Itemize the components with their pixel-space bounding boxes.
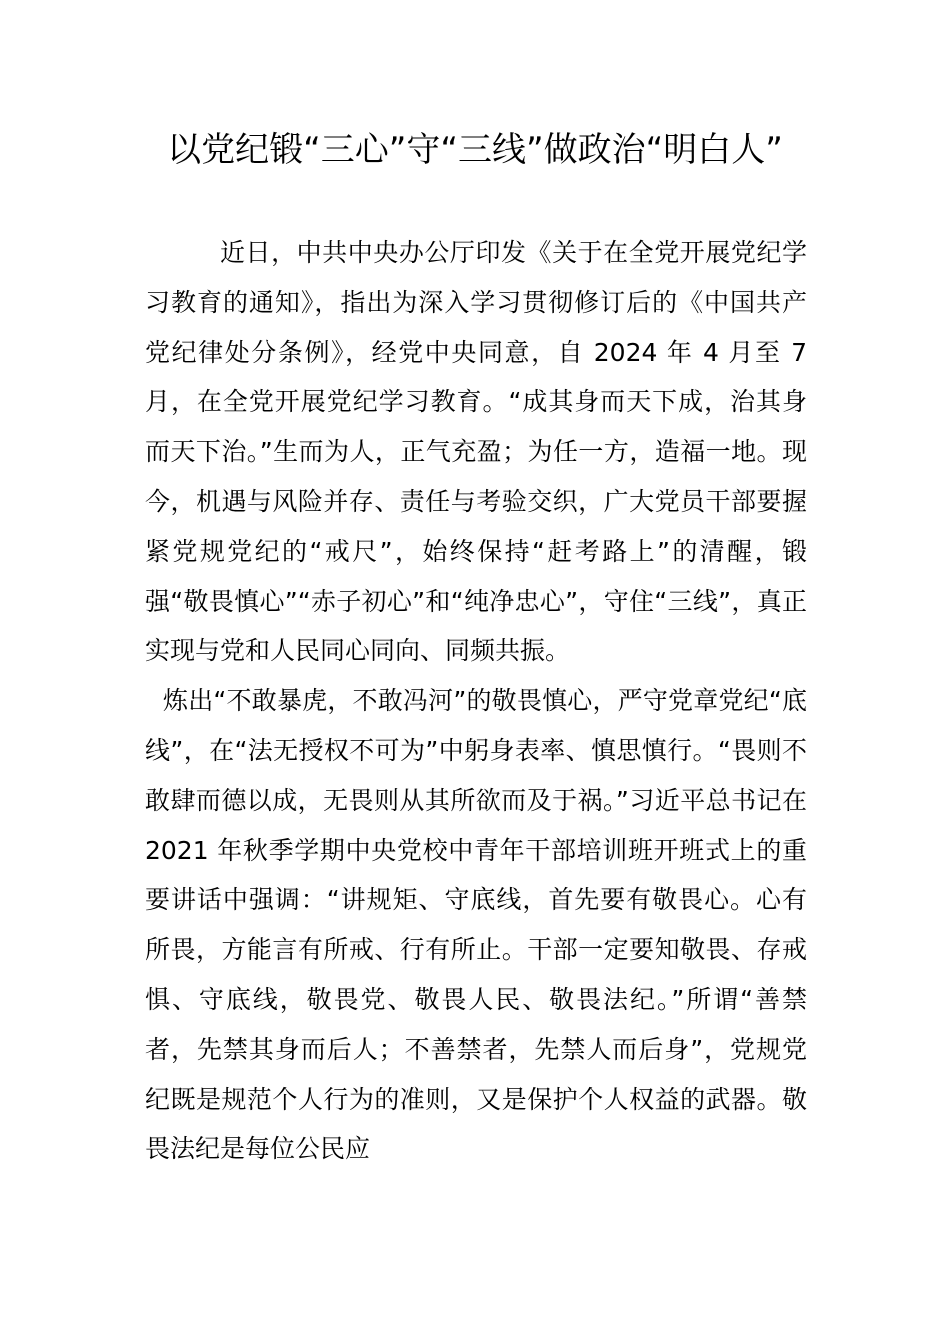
paragraph-2: 炼出“不敢暴虎，不敢冯河”的敬畏慎心，严守党章党纪“底线”，在“法无授权不可为”中躬身表率、慎思慎行。“畏则不敢肆而德以成，无畏则从其所欲而及于祸。”习近平总书记在 2021 年秋季学期中央党校中青年干部培训班开班式上的重要讲话中强调：“讲规矩、守底线，首先要有敬畏心。心有所畏，方能言有所戒、行有所止。干部一定要知敬畏、存戒惧、守底线，敬畏党、敬畏人民、敬畏法纪。”所谓“善禁者，先禁其身而后人；不善禁者，先禁人而后身”，党规党纪既是规范个人行为的准则，又是保护个人权益的武器。敬畏法纪是每位公民应 [145, 686, 807, 1164]
document-body [145, 228, 807, 1174]
document-title: 以党纪锻“三心”守“三线”做政治“明白人” [167, 130, 783, 170]
paragraph-1: 近日，中共中央办公厅印发《关于在全党开展党纪学习教育的通知》，指出为深入学习贯彻修订后的《中国共产党纪律处分条例》，经党中央同意，自 2024 年 4 月至 7 月，在全党开展党纪学习教育。“成其身而天下成，治其身而天下治。”生而为人，正气充盈；为任一方，造福一地。现今，机遇与风险并存、责任与考验交织，广大党员干部要握紧党规党纪的“戒尺”，始终保持“赶考路上”的清醒，锻强“敬畏慎心”“赤子初心”和“纯净忠心”，守住“三线”，真正实现与党和人民同心同向、同频共振。 [145, 238, 807, 666]
